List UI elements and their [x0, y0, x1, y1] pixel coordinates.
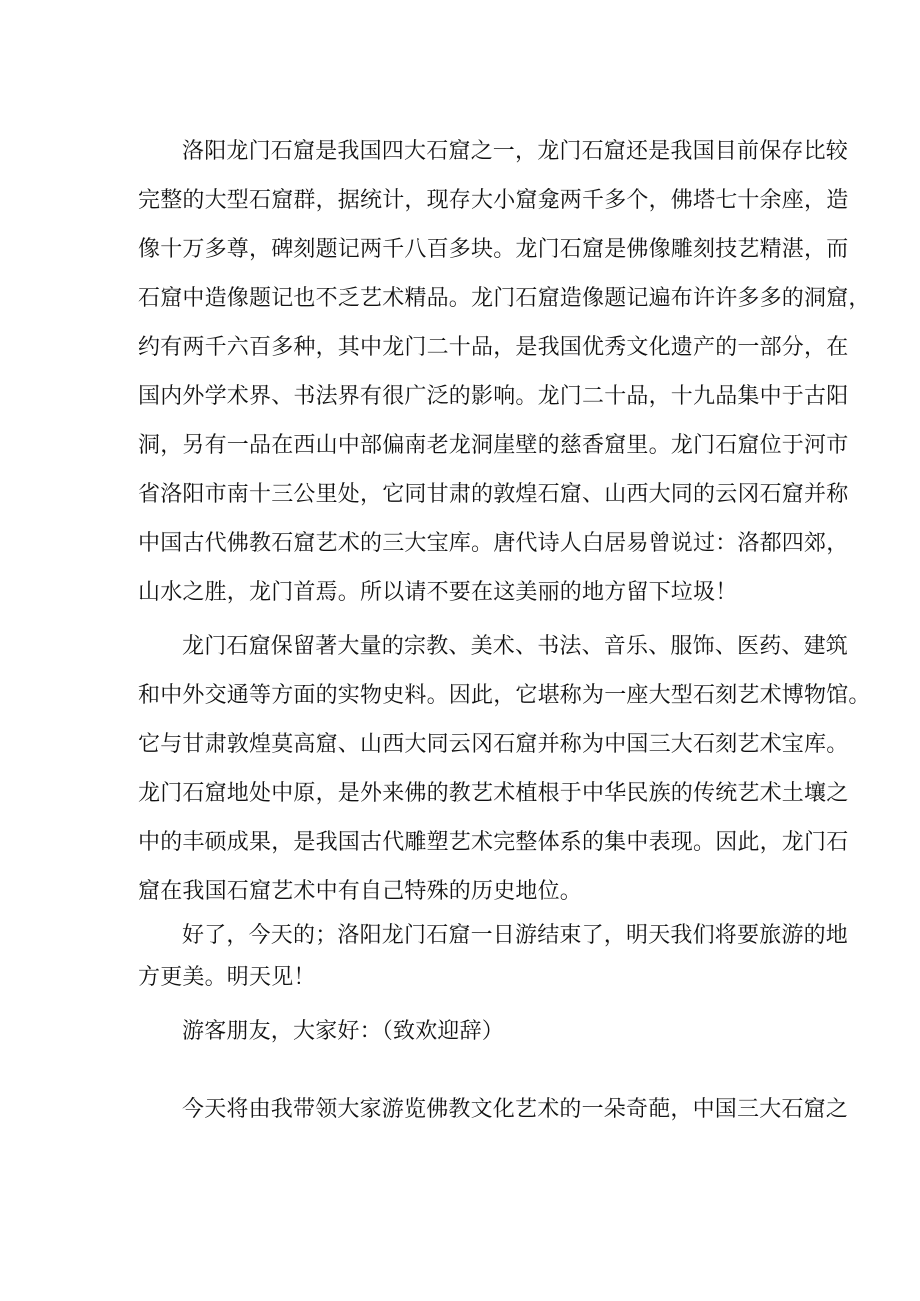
paragraph-1-line-5: 约有两千六百多种，其中龙门二十品，是我国优秀文化遗产的一部分，在 — [138, 335, 849, 360]
paragraph-2-line-6: 窟在我国石窟艺术中有自己特殊的历史地位。 — [138, 879, 583, 904]
paragraph-5-line-1: 今天将由我带领大家游览佛教文化艺术的一朵奇葩，中国三大石窟之 — [182, 1097, 849, 1122]
paragraph-1-line-2: 完整的大型石窟群，据统计，现存大小窟龛两千多个，佛塔七十余座，造 — [138, 188, 849, 213]
paragraph-1-line-6: 国内外学术界、书法界有很广泛的影响。龙门二十品，十九品集中于古阳 — [138, 384, 849, 409]
paragraph-1-line-1: 洛阳龙门石窟是我国四大石窟之一，龙门石窟还是我国目前保存比较 — [182, 139, 849, 164]
paragraph-2-line-3: 它与甘肃敦煌莫高窟、山西大同云冈石窟并称为中国三大石刻艺术宝库。 — [138, 732, 849, 757]
paragraph-1-line-3: 像十万多尊，碑刻题记两千八百多块。龙门石窟是佛像雕刻技艺精湛，而 — [138, 237, 849, 262]
paragraph-2-line-2: 和中外交通等方面的实物史料。因此，它堪称为一座大型石刻艺术博物馆。 — [138, 683, 871, 708]
paragraph-1-line-7: 洞，另有一品在西山中部偏南老龙洞崖壁的慈香窟里。龙门石窟位于河市 — [138, 433, 849, 458]
paragraph-3-line-2: 方更美。明天见！ — [138, 965, 316, 990]
paragraph-3-line-1: 好了，今天的；洛阳龙门石窟一日游结束了，明天我们将要旅游的地 — [182, 923, 849, 948]
paragraph-1-line-8: 省洛阳市南十三公里处，它同甘肃的敦煌石窟、山西大同的云冈石窟并称 — [138, 482, 849, 507]
paragraph-2-line-5: 中的丰硕成果，是我国古代雕塑艺术完整体系的集中表现。因此，龙门石 — [138, 830, 849, 855]
paragraph-4-line-1: 游客朋友，大家好：（致欢迎辞） — [182, 1019, 505, 1044]
paragraph-1-line-9: 中国古代佛教石窟艺术的三大宝库。唐代诗人白居易曾说过：洛都四郊， — [138, 531, 849, 556]
paragraph-1-line-10: 山水之胜，龙门首焉。所以请不要在这美丽的地方留下垃圾！ — [138, 580, 738, 605]
paragraph-2-line-4: 龙门石窟地处中原，是外来佛的教艺术植根于中华民族的传统艺术土壤之 — [138, 781, 849, 806]
paragraph-2-line-1: 龙门石窟保留著大量的宗教、美术、书法、音乐、服饰、医药、建筑 — [182, 634, 849, 659]
paragraph-1-line-4: 石窟中造像题记也不乏艺术精品。龙门石窟造像题记遍布许许多多的洞窟， — [138, 286, 871, 311]
